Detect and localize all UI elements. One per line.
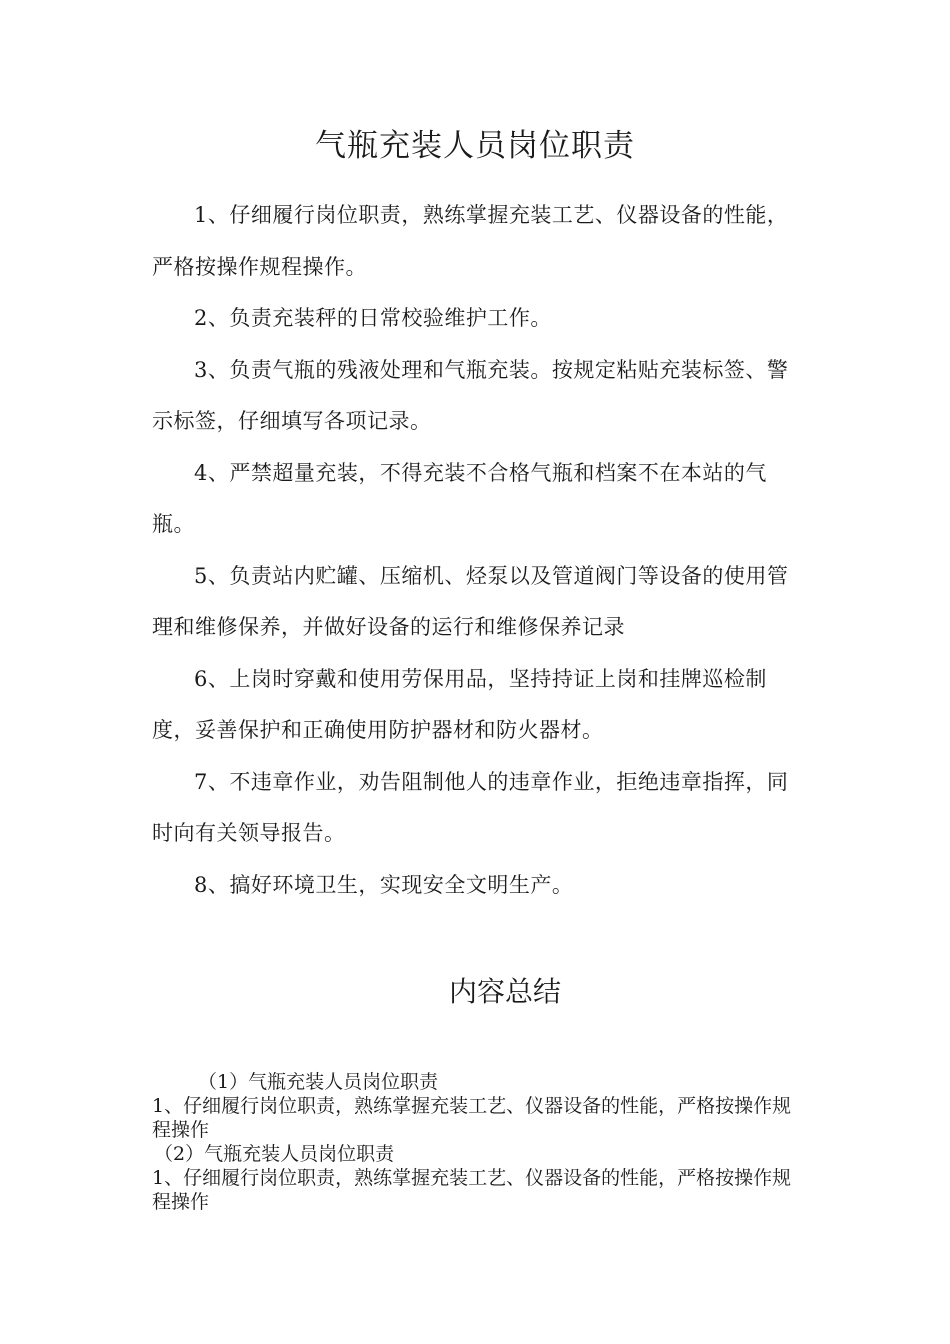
summary-entry-text: 1、仔细履行岗位职责，熟练掌握充装工艺、仪器设备的性能，严格按操作规程操作	[152, 1095, 792, 1141]
duty-item-3: 3、负责气瓶的残液处理和气瓶充装。按规定粘贴充装标签、警示标签，仔细填写各项记录。	[152, 357, 789, 433]
duty-item-4: 4、严禁超量充装，不得充装不合格气瓶和档案不在本站的气瓶。	[152, 460, 767, 536]
duty-item-7: 7、不违章作业，劝告阻制他人的违章作业，拒绝违章指挥，同时向有关领导报告。	[152, 769, 789, 845]
duty-item-6: 6、上岗时穿戴和使用劳保用品，坚持持证上岗和挂牌巡检制度，妥善保护和正确使用防护器材和防火器材。	[152, 666, 767, 742]
summary-entry-heading: （2）气瓶充装人员岗位职责	[154, 1143, 395, 1165]
summary-title: 内容总结	[448, 975, 561, 1008]
duty-item-2: 2、负责充装秤的日常校验维护工作。	[194, 306, 552, 330]
duty-list	[152, 190, 792, 911]
document-title: 气瓶充装人员岗位职责	[315, 128, 635, 164]
summary-section	[152, 1070, 792, 1214]
summary-entry-text: 1、仔细履行岗位职责，熟练掌握充装工艺、仪器设备的性能，严格按操作规程操作	[152, 1167, 792, 1213]
duty-item-1: 1、仔细履行岗位职责，熟练掌握充装工艺、仪器设备的性能，严格按操作规程操作。	[152, 203, 789, 279]
summary-entry-heading: （1）气瓶充装人员岗位职责	[198, 1071, 439, 1093]
duty-item-8: 8、搞好环境卫生，实现安全文明生产。	[194, 872, 574, 897]
duty-item-5: 5、负责站内贮罐、压缩机、烃泵以及管道阀门等设备的使用管理和维修保养，并做好设备的运行和维修保养记录	[152, 563, 789, 639]
